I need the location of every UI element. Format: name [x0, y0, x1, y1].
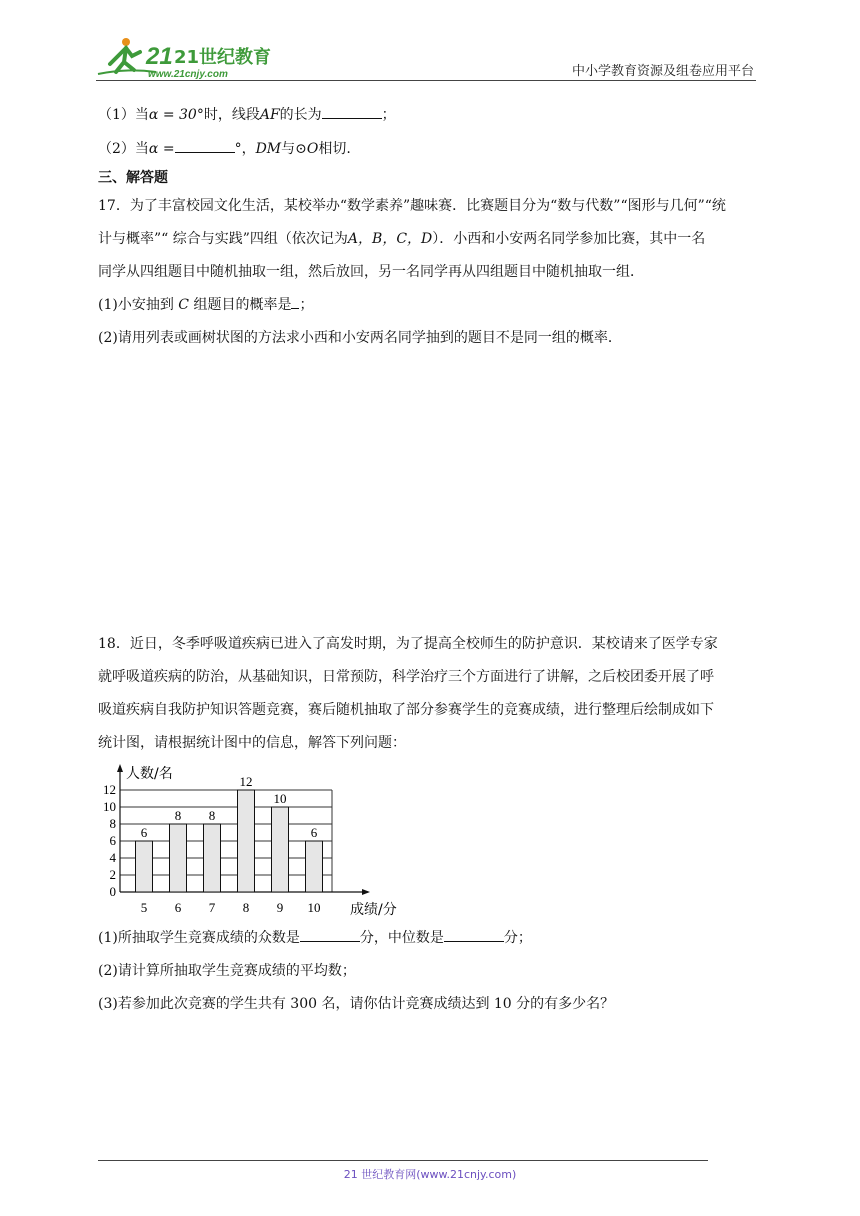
- bar-value-label: 8: [174, 808, 182, 823]
- y-axis-label: 人数/名: [126, 766, 173, 782]
- bar-value-label: 6: [310, 825, 318, 840]
- y-tick-label: 8: [109, 816, 116, 831]
- q16-part2: （2）当α = °，DM与⊙O相切.: [98, 141, 351, 157]
- x-tick-label: 6: [174, 900, 182, 915]
- x-tick-label: 9: [276, 900, 284, 915]
- x-tick-label: 5: [140, 900, 148, 915]
- svg-text:21: 21: [146, 43, 173, 70]
- y-tick-label: 0: [109, 884, 116, 899]
- y-tick-label: 4: [109, 850, 116, 865]
- y-axis-arrow: [117, 764, 123, 772]
- y-tick-label: 10: [103, 799, 116, 814]
- answer-blank: [322, 106, 382, 119]
- score-bar-chart: [96, 760, 397, 920]
- answer-blank: [300, 929, 360, 942]
- bar: [306, 841, 323, 892]
- x-axis-label: 成绩/分: [350, 902, 397, 918]
- q18-questions: (1)所抽取学生竞赛成绩的众数是 分，中位数是 分； (2)请计算所抽取学生竞赛成绩的平均数； (3)若参加此次竞赛的学生共有 300 名，请你估计竞赛成绩达到 10 分的有多少名？: [98, 930, 615, 1012]
- q18-intro: 18．近日，冬季呼吸道疾病已进入了高发时期，为了提高全校师生的防护意识．某校请来了医学专家 就呼吸道疾病的防治，从基础知识，日常预防，科学治疗三个方面进行了讲解，之后校团委开展了呼 吸道疾病自我防护知识答题竞赛，赛后随机抽取了部分参赛学生的竞赛成绩，进行整理后绘制成如下 统计图，请根据统计图中的信息，解答下列问题：: [98, 636, 718, 751]
- q16-part1: （1）当α = 30°时，线段AF的长为 ；: [98, 107, 396, 123]
- svg-text:www.21cnjy.com: www.21cnjy.com: [148, 69, 228, 80]
- x-tick-label: 8: [242, 900, 250, 915]
- chart-svg: [96, 760, 397, 920]
- bar-value-label: 6: [140, 825, 148, 840]
- x-axis-arrow: [362, 889, 370, 895]
- bar: [204, 824, 221, 892]
- section-heading: 三、解答题: [98, 170, 168, 186]
- footer-text: 21 世纪教育网(www.21cnjy.com): [343, 1168, 517, 1181]
- answer-blank: [444, 929, 504, 942]
- y-tick-label: 6: [109, 833, 116, 848]
- bar-value-label: 10: [273, 791, 287, 806]
- header-divider: [96, 80, 756, 81]
- x-tick-label: 10: [307, 900, 321, 915]
- q17-intro: 17．为了丰富校园文化生活，某校举办“数学素养”趣味赛．比赛题目分为“数与代数”“图形与几何”“统 计与概率”“ 综合与实践”四组（依次记为A，B，C，D）．小西和小安两名同学参加比赛，其中一名 同学从四组题目中随机抽取一组，然后放回，另一名同学再从四组题目中随机抽取一组． (1)小安抽到 C 组题目的概率是 ； (2)请用列表或画树状图的方法求小西和小安两名同学抽到的题目不是同一组的概率．: [98, 198, 726, 346]
- x-tick-label: 7: [208, 900, 216, 915]
- y-tick-label: 2: [109, 867, 116, 882]
- answer-blank: [175, 140, 235, 153]
- bar: [238, 790, 255, 892]
- footer-divider: [98, 1160, 708, 1161]
- svg-text:21世纪教育: 21世纪教育: [174, 47, 272, 68]
- bar: [272, 807, 289, 892]
- bar-value-label: 8: [208, 808, 216, 823]
- bar: [170, 824, 187, 892]
- y-tick-label: 12: [103, 782, 116, 797]
- site-logo: [96, 34, 272, 82]
- bar-value-label: 12: [239, 774, 253, 789]
- bar: [136, 841, 153, 892]
- platform-name: 中小学教育资源及组卷应用平台: [571, 64, 754, 79]
